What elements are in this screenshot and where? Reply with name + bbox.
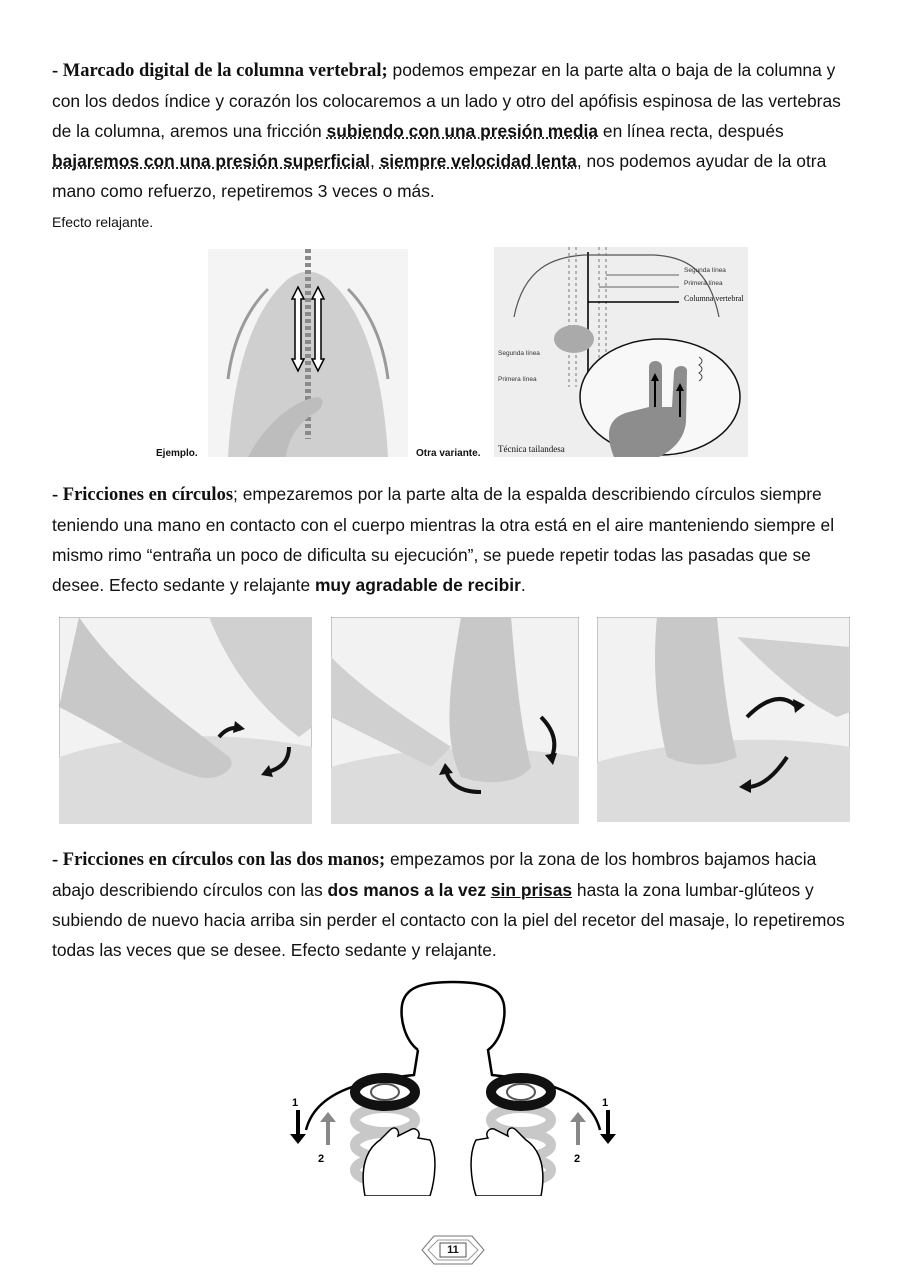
circles-photo-3 (597, 617, 850, 822)
num-1-left: 1 (292, 1097, 299, 1109)
num-2-right: 2 (574, 1153, 581, 1165)
caption-otra-variante: Otra variante. (416, 448, 481, 459)
heading-marcado-digital: - Marcado digital de la columna vertebral; (52, 61, 388, 81)
label-tecnica-tailandesa: Técnica tailandesa (498, 444, 565, 454)
paragraph-fricciones-circulos: - Fricciones en círculos; empezaremos por la parte alta de la espalda describiendo círculos siempre teniendo una mano en contacto con el cuerpo mientras la otra está en el aire manteniendo siempre el mismo rimo “entraña un poco de dificulta su ejecución”, se puede repetir todas las pasadas que se desee. Efecto sedante y relajante muy agradable de recibir. (52, 484, 835, 595)
caption-ejemplo: Ejemplo. (156, 448, 198, 459)
paragraph-fricciones-dos-manos: - Fricciones en círculos con las dos manos; empezamos por la zona de los hombros bajamos hacia abajo describiendo círculos con las dos manos a la vez sin prisas hasta la zona lumbar-glúteos y subiendo de nuevo hacia arriba sin perder el contacto con la piel del recetor del masaje, lo repetiremos todas las veces que se desee. Efecto sedante y relajante. (52, 849, 845, 960)
label-segunda-linea-top: Segunda línea (684, 267, 726, 274)
label-primera-linea-top: Primera línea (684, 280, 723, 287)
two-hands-diagram (270, 980, 636, 1196)
spine-diagram (494, 247, 748, 457)
paragraph-marcado-digital: - Marcado digital de la columna vertebral; podemos empezar en la parte alta o baja de la columna y con los dedos índice y corazón los colocaremos a un lado y otro del apófisis espinosa de las vertebras de la columna, aremos una fricción subiendo con una presión media en línea recta, después bajaremos con una presión superficial, siempre velocidad lenta, nos podemos ayudar de la otra mano como refuerzo, repetiremos 3 veces o más. Efecto relajante. (52, 60, 841, 230)
num-1-right: 1 (602, 1097, 609, 1109)
heading-fricciones-dos-manos: - Fricciones en círculos con las dos manos; (52, 850, 386, 870)
page-number-box (420, 1234, 486, 1266)
label-columna-vertebral: Columna vertebral (684, 294, 744, 303)
page-number: 11 (447, 1244, 459, 1256)
label-segunda-linea-left: Segunda línea (498, 350, 540, 357)
effect-text: Efecto relajante. (52, 214, 154, 230)
heading-fricciones-circulos: - Fricciones en círculos (52, 485, 234, 505)
circles-photo-2 (331, 617, 579, 824)
label-primera-linea-left: Primera línea (498, 376, 537, 383)
circles-photo-1 (59, 617, 312, 824)
num-2-left: 2 (318, 1153, 325, 1165)
back-spine-photo (208, 249, 408, 457)
